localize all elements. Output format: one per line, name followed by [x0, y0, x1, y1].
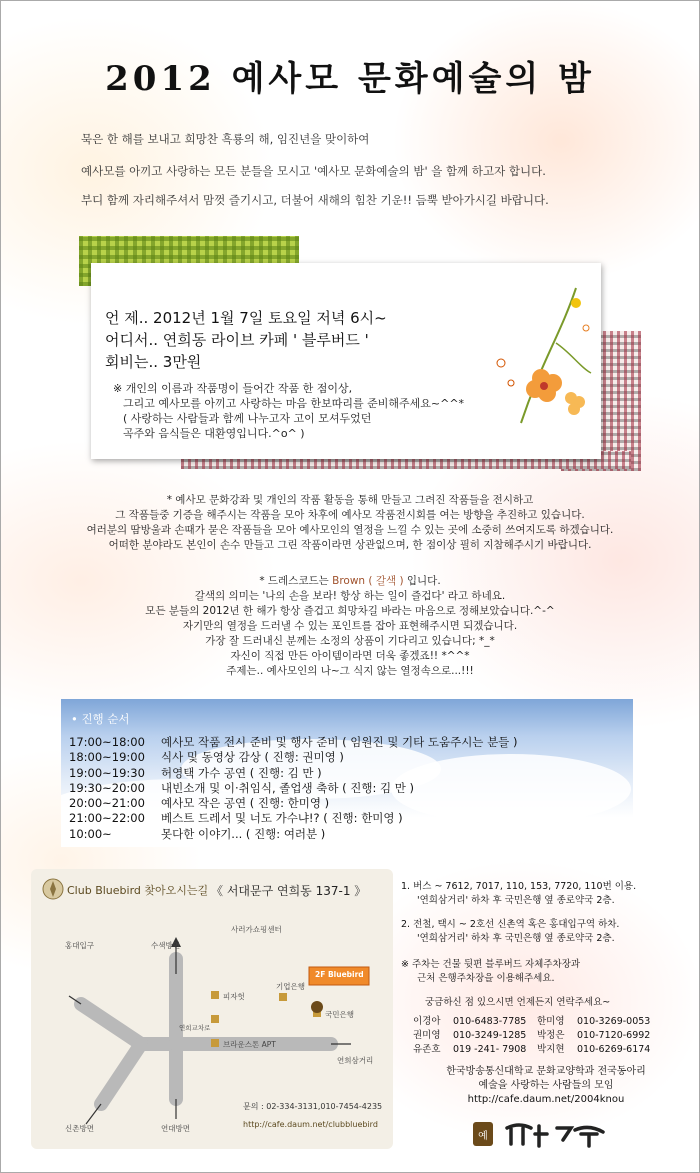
schedule-desc: 베스트 드레서 및 너도 가수냐!? ( 진행: 한미영 ) — [161, 811, 403, 826]
schedule-row — [69, 750, 517, 765]
note-line: ( 사랑하는 사람들과 함께 나누고자 고이 모셔두었던 — [123, 412, 372, 425]
contact-phone: 019 -241- 7908 — [453, 1044, 527, 1055]
map-label: 피자헛 — [223, 992, 245, 1001]
map-address: 《 서대문구 연희동 137-1 》 — [211, 884, 367, 898]
contact-name: 박정은 — [537, 1030, 565, 1041]
org-line: 예술을 사랑하는 사람들의 모임 — [478, 1080, 614, 1091]
schedule-row — [69, 735, 517, 750]
schedule-row — [69, 811, 517, 826]
event-when: 언 제.. 2012년 1월 7일 토요일 저녁 6시~ — [105, 309, 387, 327]
contact-name: 권미영 — [413, 1030, 441, 1041]
schedule-row — [69, 766, 517, 781]
direction-line: '연희삼거리' 하차 후 국민은행 옆 종로약국 2층. — [417, 932, 615, 944]
yesamo-logo — [471, 1118, 621, 1150]
note-line: 곡주와 음식들은 대환영입니다.^o^ ) — [123, 427, 305, 440]
paragraph-line: 주제는.. 예사모인의 나~그 식지 않는 열정속으로...!!! — [226, 665, 474, 677]
contact-name: 유존호 — [413, 1044, 441, 1055]
map-label: 연대방면 — [161, 1124, 190, 1133]
dresscode-paragraph — [1, 574, 699, 679]
map-url[interactable]: http://cafe.daum.net/clubbluebird — [243, 1120, 378, 1129]
direction-line: '연희삼거리' 하차 후 국민은행 옆 종로약국 2층. — [417, 894, 615, 906]
map-label: 연희삼거리 — [337, 1056, 374, 1065]
dresscode-prefix: * 드레스코드는 — [259, 575, 333, 587]
map-label: 사러가쇼핑센터 — [231, 925, 282, 934]
schedule-heading: • 진행 순서 — [71, 712, 130, 726]
exhibition-paragraph — [1, 493, 699, 553]
schedule-desc: 예사모 작품 전시 준비 및 행사 준비 ( 임원진 및 기타 도움주시는 분들 ) — [161, 735, 518, 749]
schedule-row — [69, 796, 517, 811]
schedule-desc: 허영택 가수 공연 ( 진행: 김 만 ) — [161, 765, 322, 780]
schedule-desc: 예사모 작은 공연 ( 진행: 한미영 ) — [161, 796, 330, 811]
bluebird-marker — [311, 1001, 323, 1013]
dresscode-suffix: 입니다. — [403, 575, 441, 587]
contact-list — [413, 1015, 661, 1057]
contact-phone: 010-3249-1285 — [453, 1030, 527, 1041]
intro-line-3: 부디 함께 자리해주셔서 맘껏 즐기시고, 더불어 새해의 힘찬 기운!! 듬뿍 받아가시길 바랍니다. — [81, 193, 549, 207]
event-where: 어디서.. 연희동 라이브 카페 ' 블루버드 ' — [105, 331, 369, 349]
schedule-panel — [61, 699, 633, 847]
paragraph-line: 모든 분들의 2012년 한 해가 항상 즐겁고 희망차길 바라는 마음으로 정해보았습니다.^-^ — [145, 605, 555, 617]
paragraph-line: 갈색의 의미는 '나의 손을 보라! 항상 하는 일이 즐겁다' 라고 하네요. — [194, 590, 506, 602]
map-label: 홍대입구 — [65, 941, 94, 950]
intro-line-1: 묵은 한 해를 보내고 희망찬 흑룡의 해, 임진년을 맞이하여 — [81, 132, 370, 146]
direction-line: 2. 전철, 택시 ~ 2호선 신촌역 혹은 홍대입구역 하차. — [401, 919, 620, 930]
map-label: 2F Bluebird — [315, 970, 364, 979]
flower-illustration — [481, 283, 601, 433]
paragraph-line: 자신이 직접 만든 아이템이라면 더욱 좋겠죠!! *^^* — [230, 650, 470, 662]
organization-info — [401, 1065, 691, 1107]
paragraph-line — [1, 574, 699, 589]
contact-row — [413, 1043, 661, 1057]
paragraph-line: 어떠한 분야라도 본인이 손수 만들고 그린 작품이라면 상관없으며, 한 점이상 필히 지참해주시기 바랍니다. — [108, 539, 592, 551]
contact-phone: 010-7120-6992 — [577, 1030, 651, 1041]
direction-subway — [401, 918, 619, 945]
schedule-desc: 내빈소개 및 이·취임식, 졸업생 축하 ( 진행: 김 만 ) — [161, 780, 415, 795]
contact-prompt: 궁금하신 점 있으시면 언제든지 연락주세요~ — [425, 997, 611, 1008]
org-line: 한국방송통신대학교 문화교양학과 전국동아리 — [446, 1066, 646, 1077]
map-label: 브라운스톤 APT — [223, 1040, 276, 1049]
contact-phone: 010-6483-7785 — [453, 1016, 527, 1027]
schedule-row — [69, 781, 517, 796]
schedule-desc: 식사 및 동영상 감상 ( 진행: 권미영 ) — [161, 750, 344, 765]
paragraph-line: * 예사모 문화강좌 및 개인의 작품 활동을 통해 만들고 그려진 작품들을 전시하고 — [166, 494, 534, 506]
contact-name: 한미영 — [537, 1016, 565, 1027]
paragraph-line: 여러분의 땀방울과 손때가 묻은 작품들을 모아 예사모인의 열정을 느낄 수 있는 곳에 소중히 쓰여지도록 하겠습니다. — [86, 524, 614, 536]
map-label: 연희교차로 — [179, 1024, 211, 1032]
contact-row — [413, 1015, 661, 1029]
schedule-row — [69, 827, 517, 842]
direction-line: 1. 버스 ~ 7612, 7017, 110, 153, 7720, 110번 이용. — [401, 881, 637, 892]
schedule-time: 20:00~21:00 — [69, 796, 145, 811]
event-fee: 회비는.. 3만원 — [105, 353, 202, 371]
schedule-time: 18:00~19:00 — [69, 750, 145, 765]
map-phone: 문의 : 02-334-3131,010-7454-4235 — [243, 1102, 383, 1111]
contact-name: 이경아 — [413, 1016, 441, 1027]
schedule-time: 19:30~20:00 — [69, 780, 145, 795]
page-title: 2012 예사모 문화예술의 밤 — [105, 59, 595, 99]
dresscode-color: Brown ( 갈색 ) — [332, 575, 404, 587]
map-label: 수색방면 — [151, 941, 180, 950]
map-label: 신촌방면 — [65, 1124, 94, 1133]
paragraph-line: 가장 잘 드러내신 분께는 소정의 상품이 기다리고 있습니다; *_* — [205, 635, 495, 647]
event-note — [113, 381, 464, 441]
svg-text:예: 예 — [478, 1131, 488, 1142]
direction-line: ※ 주차는 건물 뒷편 블루버드 자체주차장과 — [401, 959, 581, 970]
schedule-time: 21:00~22:00 — [69, 811, 145, 826]
note-line: ※ 개인의 이름과 작품명이 들어간 작품 한 점이상, — [113, 382, 353, 395]
contact-row — [413, 1029, 661, 1043]
schedule-time: 17:00~18:00 — [69, 735, 145, 749]
map-label: 국민은행 — [325, 1010, 354, 1019]
direction-parking — [401, 958, 580, 985]
note-line: 그리고 예사모를 아끼고 사랑하는 마음 한보따리를 준비해주세요~^^* — [123, 397, 465, 410]
contact-phone: 010-6269-6174 — [577, 1044, 651, 1055]
schedule-list — [69, 735, 517, 842]
schedule-desc: 못다한 이야기... ( 진행: 여러분 ) — [161, 826, 326, 841]
intro-line-2: 예사모를 아끼고 사랑하는 모든 분들을 모시고 '예사모 문화예술의 밤' 을 함께 하고자 합니다. — [81, 164, 546, 178]
map-title: Club Bluebird 찾아오시는길 — [67, 884, 209, 897]
direction-line: 근처 은행주차장을 이용해주세요. — [417, 972, 555, 984]
paragraph-line: 자기만의 열정을 드러낼 수 있는 포인트를 잡아 표현해주시면 되겠습니다. — [182, 620, 518, 632]
location-map — [31, 869, 393, 1149]
direction-bus — [401, 880, 636, 907]
paragraph-line: 그 작품들중 기증을 해주시는 작품을 모아 차후에 예사모 작품전시회를 여는 방향을 추진하고 있습니다. — [115, 509, 585, 521]
schedule-time: 10:00~ — [69, 826, 112, 841]
contact-phone: 010-3269-0053 — [577, 1016, 651, 1027]
map-label: 기업은행 — [276, 982, 305, 991]
contact-name: 박지현 — [537, 1044, 565, 1055]
org-url[interactable]: http://cafe.daum.net/2004knou — [467, 1094, 625, 1105]
schedule-time: 19:00~19:30 — [69, 765, 145, 780]
